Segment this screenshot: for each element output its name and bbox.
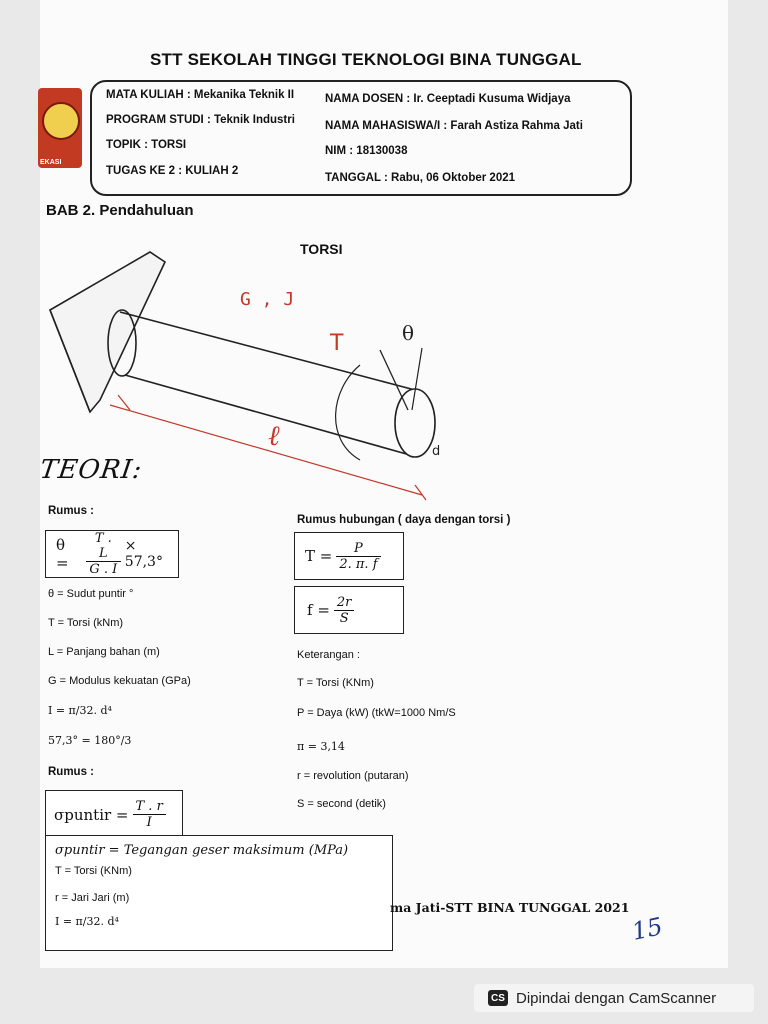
right-def-torsi: T = Torsi (KNm) <box>297 677 374 689</box>
theta-multiplier: × 57,3° <box>124 538 163 570</box>
rumus-label-2: Rumus : <box>48 766 94 778</box>
sigma-formula-box <box>45 790 183 838</box>
theta-numerator: T . L <box>86 531 121 562</box>
page-footer: ma Jati-STT BINA TUNGGAL 2021 <box>390 900 630 915</box>
institution-title: STT SEKOLAH TINGGI TEKNOLOGI BINA TUNGGAL <box>150 50 582 69</box>
rumus-hubungan-heading: Rumus hubungan ( daya dengan torsi ) <box>297 514 511 526</box>
camscanner-watermark <box>474 984 754 1012</box>
definition-torsi: T = Torsi (kNm) <box>48 617 124 629</box>
handwritten-page-number: 15 <box>629 912 666 946</box>
diameter-label: d <box>432 444 441 459</box>
sigma-def-jari: r = Jari Jari (m) <box>55 892 130 904</box>
sigma-def-inertia: I = π/32. d⁴ <box>55 915 119 928</box>
nama-dosen: NAMA DOSEN : Ir. Ceeptadi Kusuma Widjaya <box>325 93 571 105</box>
tugas: TUGAS KE 2 : KULIAH 2 <box>106 165 239 177</box>
nim: NIM : 18130038 <box>325 145 408 157</box>
sigma-label: σpuntir = <box>54 805 129 824</box>
section-heading: TORSI <box>300 241 343 257</box>
torque-power-formula-box <box>294 532 404 580</box>
angle-label: θ <box>402 321 415 345</box>
sigma-def-torsi: T = Torsi (KNm) <box>55 865 132 877</box>
keterangan-label: Keterangan : <box>297 649 360 661</box>
definition-modulus: G = Modulus kekuatan (GPa) <box>48 675 191 687</box>
definition-conversion: 57,3° = 180°/3 <box>48 734 132 747</box>
t-numerator: P <box>336 541 380 557</box>
definition-panjang: L = Panjang bahan (m) <box>48 646 160 658</box>
right-def-revolution: r = revolution (putaran) <box>297 770 409 782</box>
tanggal: TANGGAL : Rabu, 06 Oktober 2021 <box>325 172 516 184</box>
theta-formula-box <box>45 530 179 578</box>
frequency-formula-box <box>294 586 404 634</box>
institution-logo <box>38 88 82 168</box>
right-def-pi: π = 3,14 <box>297 740 345 753</box>
nama-mahasiswa: NAMA MAHASISWA/I : Farah Astiza Rahma Jati <box>325 120 583 132</box>
torque-label: T <box>330 331 344 356</box>
program-studi: PROGRAM STUDI : Teknik Industri <box>106 114 295 126</box>
f-numerator: 2r <box>334 595 355 611</box>
theta-denominator: G . I <box>89 562 118 577</box>
right-def-daya: P = Daya (kW) (tkW=1000 Nm/S <box>297 707 456 719</box>
f-label: f = <box>307 601 330 619</box>
gj-label: G , J <box>240 289 295 310</box>
topik: TOPIK : TORSI <box>106 139 187 151</box>
definition-theta: θ = Sudut puntir ° <box>48 588 134 600</box>
t-denominator: 2. π. f <box>339 556 378 572</box>
mata-kuliah: MATA KULIAH : Mekanika Teknik II <box>106 89 295 101</box>
rumus-label-1: Rumus : <box>48 505 94 517</box>
sigma-description: σpuntir = Tegangan geser maksimum (MPa) <box>55 843 349 858</box>
theory-handwritten-heading: TEORI: <box>37 455 145 485</box>
f-denominator: S <box>339 610 349 626</box>
sigma-numerator: T . r <box>133 799 166 815</box>
sigma-denominator: I <box>146 815 152 830</box>
length-label: ℓ <box>268 419 280 452</box>
logo-emblem <box>42 102 80 140</box>
camscanner-icon: CS <box>488 990 508 1006</box>
t-label: T = <box>305 547 333 565</box>
chapter-title: BAB 2. Pendahuluan <box>46 202 194 219</box>
definition-inertia: I = π/32. d⁴ <box>48 704 112 717</box>
right-def-second: S = second (detik) <box>297 798 386 810</box>
camscanner-label: Dipindai dengan CamScanner <box>516 989 717 1007</box>
theta-label: θ = <box>56 536 69 572</box>
logo-text: EKASI <box>40 159 62 166</box>
